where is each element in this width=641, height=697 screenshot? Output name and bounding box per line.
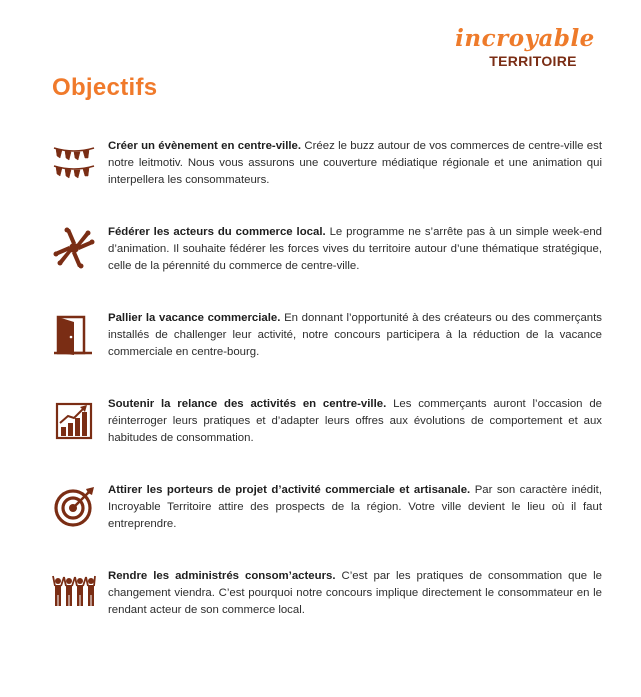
logo bbox=[445, 26, 605, 74]
bunting-icon bbox=[52, 142, 96, 186]
objective-body: Les commerçants auront l’occasion de réinterroger leurs pratiques et d’adapter leurs offres aux évolutions de comportement et aux habitudes de consommation. bbox=[108, 398, 602, 444]
objective-body: C’est par les pratiques de consommation que le changement viendra. C’est pourquoi notre concours implique directement le consommateur en le rendant acteur de son commerce local. bbox=[108, 570, 602, 616]
people-group-icon bbox=[52, 570, 96, 614]
logo-script: incroyable bbox=[455, 25, 595, 52]
objective-text bbox=[108, 396, 602, 447]
objective-body: En donnant l’opportunité à des créateurs ou des commerçants installés de challenger leur activité, notre concours participera à la réduction de la vacance commerciale en centre-bourg. bbox=[108, 312, 602, 358]
joined-hands-icon bbox=[52, 226, 96, 270]
page-title: Objectifs bbox=[52, 74, 158, 101]
growth-chart-icon bbox=[52, 399, 96, 443]
objective-heading: Fédérer les acteurs du commerce local. bbox=[108, 226, 326, 238]
objective-heading: Rendre les administrés consom’acteurs. bbox=[108, 570, 336, 582]
objective-body: Par son caractère inédit, Incroyable Territoire attire des prospects de la région. Votre ville devient le lieu où il faut entreprendre. bbox=[108, 484, 602, 530]
objective-body: Créez le buzz autour de vos commerces de centre-ville est notre leitmotiv. Nous vous assurons une couverture médiatique régionale et une animation qui interpellera les consommateurs. bbox=[108, 140, 602, 186]
objective-text bbox=[108, 138, 602, 189]
door-icon bbox=[52, 313, 96, 357]
objective-heading: Pallier la vacance commerciale. bbox=[108, 312, 281, 324]
objective-text bbox=[108, 224, 602, 275]
objective-body: Le programme ne s’arrête pas à un simple week-end d’animation. Il souhaite fédérer les forces vives du territoire autour d’une thématique stratégique, celle de la pérennité du commerce de centre-ville. bbox=[108, 226, 602, 272]
target-icon bbox=[52, 485, 96, 529]
objective-text bbox=[108, 568, 602, 619]
objective-text bbox=[108, 310, 602, 361]
objective-heading: Soutenir la relance des activités en centre-ville. bbox=[108, 398, 387, 410]
logo-wordmark: TERRITOIRE bbox=[489, 53, 577, 69]
objective-text bbox=[108, 482, 602, 533]
objective-heading: Attirer les porteurs de projet d’activité commerciale et artisanale. bbox=[108, 484, 471, 496]
objective-heading: Créer un évènement en centre-ville. bbox=[108, 140, 302, 152]
